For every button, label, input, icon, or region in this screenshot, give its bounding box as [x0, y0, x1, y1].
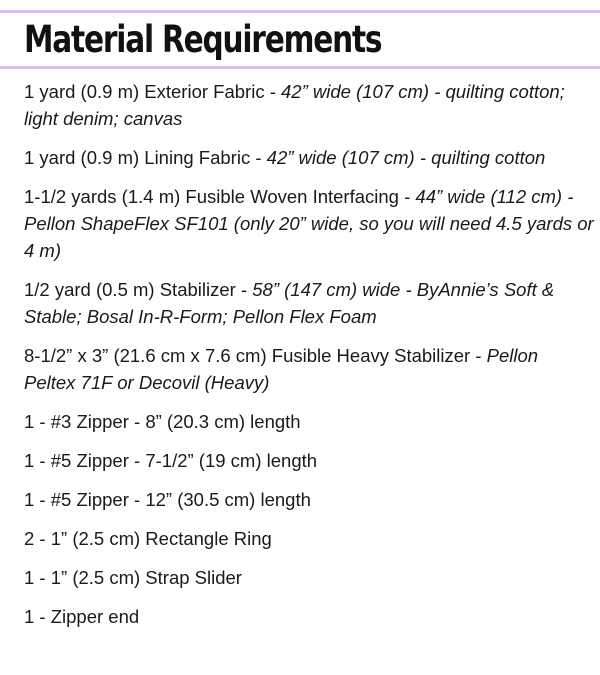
item-note: 42” wide (107 cm) - quilting cotton; light denim; canvas: [24, 81, 565, 129]
item-main: 1 - 1” (2.5 cm) Strap Slider: [24, 567, 242, 588]
list-item: [24, 342, 594, 396]
item-note: Pellon Peltex 71F or Decovil (Heavy): [24, 345, 539, 393]
item-main: 1 yard (0.9 m) Exterior Fabric -: [24, 81, 282, 102]
list-item: [24, 447, 594, 474]
list-item: [24, 564, 594, 591]
item-main: 8-1/2” x 3” (21.6 cm x 7.6 cm) Fusible Heavy Stabilizer -: [24, 345, 487, 366]
header-rule-bottom: [0, 66, 600, 69]
item-note: 42” wide (107 cm) - quilting cotton: [266, 147, 546, 168]
item-main: 2 - 1” (2.5 cm) Rectangle Ring: [24, 528, 272, 549]
item-note: 58” (147 cm) wide - ByAnnie’s Soft & Stable; Bosal In-R-Form; Pellon Flex Foam: [24, 279, 555, 327]
item-main: 1 - Zipper end: [24, 606, 140, 627]
list-item: [24, 486, 594, 513]
item-main: 1 - #5 Zipper - 12” (30.5 cm) length: [24, 489, 311, 510]
item-main: 1 - #3 Zipper - 8” (20.3 cm) length: [24, 411, 301, 432]
item-note: 44” wide (112 cm) - Pellon ShapeFlex SF101 (only 20” wide, so you will need 4.5 yards or 4 m): [24, 186, 594, 261]
item-main: 1 yard (0.9 m) Lining Fabric -: [24, 147, 267, 168]
item-main: 1/2 yard (0.5 m) Stabilizer -: [24, 279, 253, 300]
list-item: [24, 78, 594, 132]
list-item: [24, 525, 594, 552]
materials-list: [24, 78, 594, 642]
item-main: 1 - #5 Zipper - 7-1/2” (19 cm) length: [24, 450, 318, 471]
list-item: [24, 603, 594, 630]
header-rule-top: [0, 10, 600, 13]
list-item: [24, 276, 594, 330]
list-item: [24, 144, 594, 171]
list-item: [24, 183, 594, 264]
page-title: Material Requirements: [24, 18, 382, 61]
item-main: 1-1/2 yards (1.4 m) Fusible Woven Interfacing -: [24, 186, 416, 207]
list-item: [24, 408, 594, 435]
